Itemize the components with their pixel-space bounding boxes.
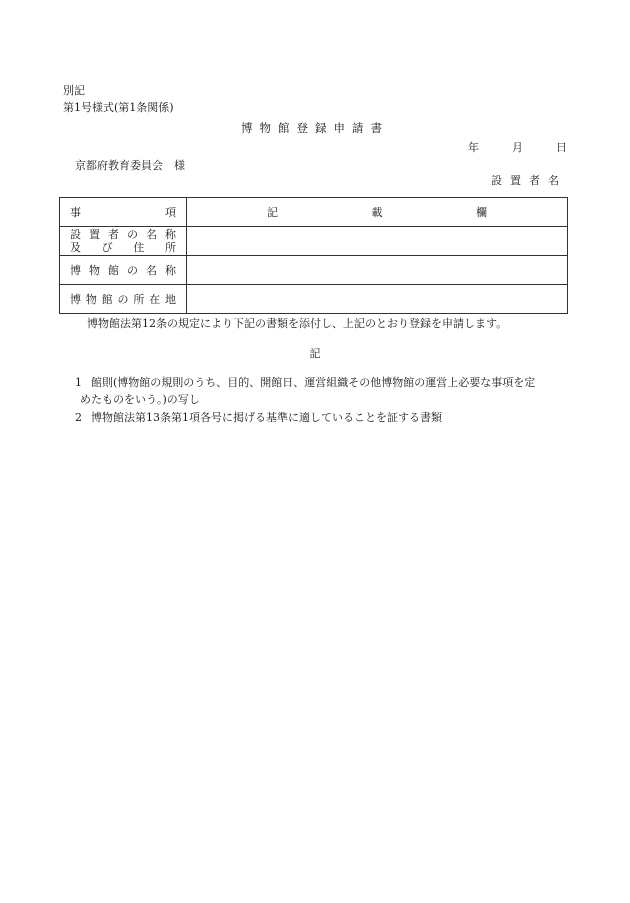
list-item-text: 館則(博物館の規則のうち、目的、開館日、運営組織その他博物館の運営上必要な事項を定 xyxy=(91,376,536,389)
header-entry-char: 載 xyxy=(371,206,383,219)
form-number: 第1号様式(第1条関係) xyxy=(63,101,174,114)
header-entry-cell xyxy=(187,198,568,227)
row-label-char: 所 xyxy=(133,292,145,306)
row-label-cell xyxy=(60,285,187,314)
row-entry-field[interactable] xyxy=(187,285,568,314)
row-label-char: 地 xyxy=(164,292,176,306)
header-item-char: 事 xyxy=(70,205,81,219)
row-label-char: 館 xyxy=(108,263,119,277)
statement-text: 博物館法第12条の規定により下記の書類を添付し、上記のとおり登録を申請します。 xyxy=(87,317,508,330)
row-label-char: 住 xyxy=(133,241,145,254)
table-row xyxy=(60,285,568,314)
table-row xyxy=(60,256,568,285)
row-label-char: 博 xyxy=(70,292,81,306)
row-label-char: 設 xyxy=(70,228,81,241)
row-label-char: び xyxy=(101,241,113,254)
row-label-char: の xyxy=(127,263,138,277)
row-label-char: 及 xyxy=(70,241,81,254)
row-label-char: 館 xyxy=(101,292,113,306)
header-entry-char: 記 xyxy=(267,206,278,219)
date-line xyxy=(468,139,567,155)
header-item-cell xyxy=(60,198,187,227)
form-title: 博物館登録申請書 xyxy=(241,121,389,135)
row-label-char: 物 xyxy=(89,263,100,277)
founder-name-label: 設置者名 xyxy=(491,174,567,187)
row-label-char: 者 xyxy=(108,228,119,241)
row-label-cell xyxy=(60,256,187,285)
list-item-number: 2 xyxy=(75,411,82,424)
date-month-label: 月 xyxy=(512,141,523,154)
row-label-char: の xyxy=(127,228,138,241)
list-item xyxy=(75,409,442,426)
row-label-char: 所 xyxy=(164,241,176,254)
row-label-char: 物 xyxy=(85,292,97,306)
annex-label: 別記 xyxy=(63,84,85,97)
table-header-row xyxy=(60,198,568,227)
row-label-cell xyxy=(60,227,187,256)
row-label-char: 在 xyxy=(149,292,161,306)
list-item-text-continued: めたものをいう。)の写し xyxy=(80,393,200,406)
row-label-line xyxy=(60,228,186,241)
header-entry-label xyxy=(187,204,567,220)
row-label-char: 名 xyxy=(146,228,157,241)
row-label-char: 博 xyxy=(70,263,81,277)
ki-heading: 記 xyxy=(309,347,321,360)
header-entry-char: 欄 xyxy=(476,206,487,219)
header-item-char: 項 xyxy=(165,205,176,219)
date-day-label: 日 xyxy=(556,141,567,154)
table-row xyxy=(60,227,568,256)
list-item-number: 1 xyxy=(75,376,82,389)
date-year-label: 年 xyxy=(468,141,479,154)
row-label-char: 称 xyxy=(165,263,176,277)
row-label-char: 名 xyxy=(146,263,157,277)
header-item-label xyxy=(60,206,186,219)
row-label-char: 置 xyxy=(89,228,100,241)
row-label-line xyxy=(60,264,186,277)
row-label-line xyxy=(60,293,186,306)
row-entry-field[interactable] xyxy=(187,256,568,285)
row-entry-field[interactable] xyxy=(187,227,568,256)
row-label-line xyxy=(60,241,186,254)
application-table xyxy=(59,197,568,314)
row-label-char: 称 xyxy=(165,228,176,241)
list-item xyxy=(75,374,570,408)
addressee: 京都府教育委員会 様 xyxy=(75,159,185,172)
row-label-char: の xyxy=(117,292,129,306)
list-item-text: 博物館法第13条第1項各号に掲げる基準に適していることを証する書類 xyxy=(91,411,442,424)
